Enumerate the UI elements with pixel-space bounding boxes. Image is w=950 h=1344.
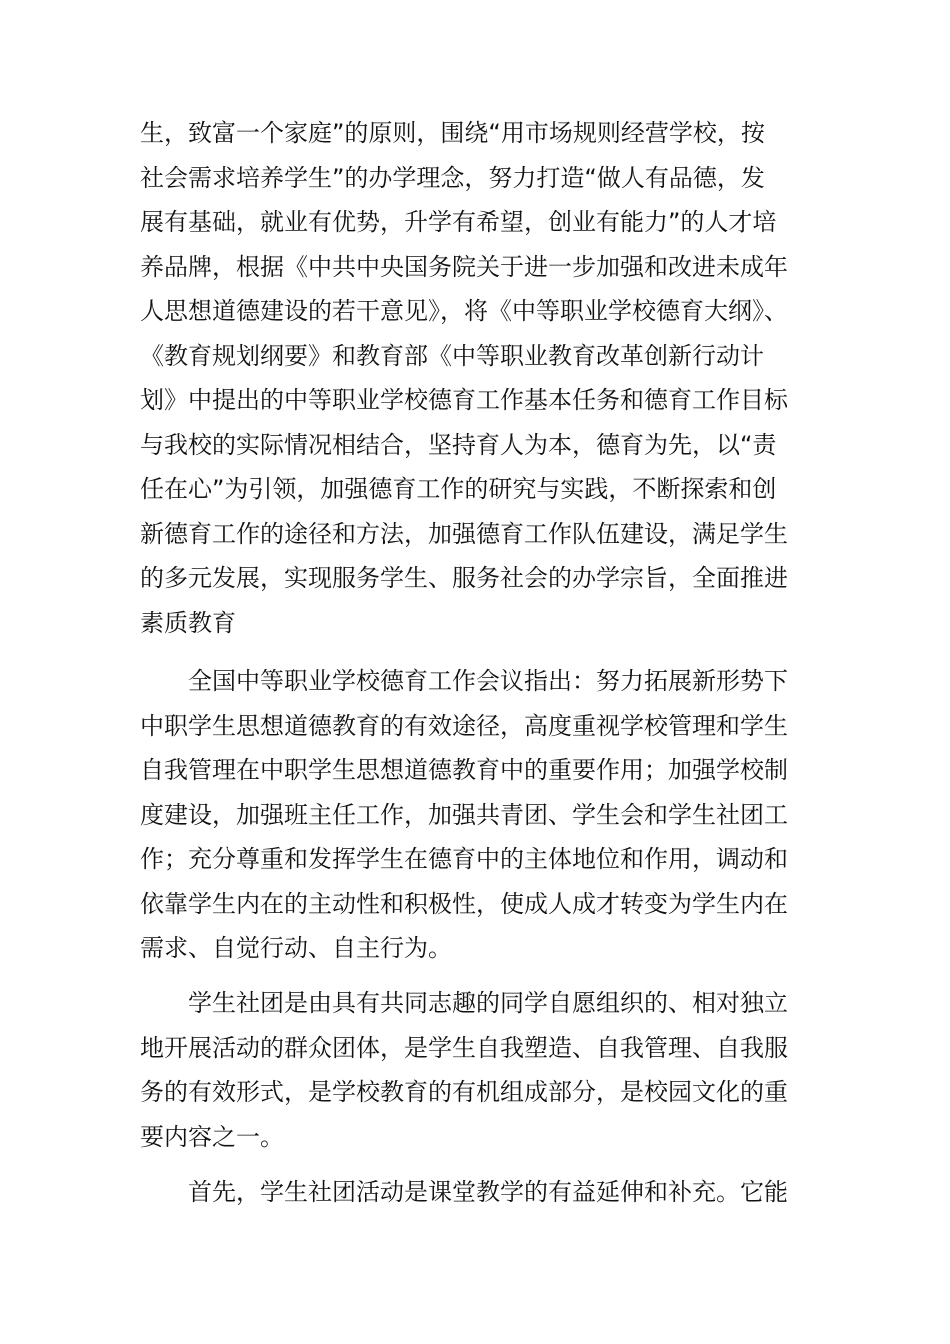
text-line: 人思想道德建设的若干意见》，将《中等职业学校德育大纲》、: [140, 297, 788, 325]
text-line: 作；充分尊重和发挥学生在德育中的主体地位和作用，调动和: [140, 845, 788, 873]
text-line: 生，致富一个家庭”的原则，围绕“用市场规则经营学校，按: [140, 119, 765, 147]
text-line: 自我管理在中职学生思想道德教育中的重要作用；加强学校制: [140, 756, 788, 784]
text-line: 首先，学生社团活动是课堂教学的有益延伸和补充。它能: [188, 1178, 788, 1206]
text-line: 需求、自觉行动、自主行为。: [140, 934, 452, 962]
paragraph-1: [140, 111, 812, 645]
text-line: 度建设，加强班主任工作，加强共青团、学生会和学生社团工: [140, 800, 788, 829]
paragraph-2: [140, 659, 812, 971]
text-line: 全国中等职业学校德育工作会议指出：努力拓展新形势下: [188, 667, 788, 695]
text-line: 学生社团是由具有共同志趣的同学自愿组织的、相对独立: [188, 989, 788, 1017]
text-line: 新德育工作的途径和方法，加强德育工作队伍建设，满足学生: [140, 519, 788, 548]
text-line: 务的有效形式，是学校教育的有机组成部分，是校园文化的重: [140, 1078, 788, 1106]
text-line: 社会需求培养学生”的办学理念，努力打造“做人有品德，发: [140, 163, 765, 192]
text-line: 划》中提出的中等职业学校德育工作基本任务和德育工作目标: [140, 386, 788, 414]
text-line: 素质教育: [140, 608, 236, 637]
text-line: 依靠学生内在的主动性和积极性，使成人成才转变为学生内在: [140, 889, 788, 918]
text-line: 与我校的实际情况相结合，坚持育人为本，德育为先，以“责: [140, 430, 777, 459]
text-line: 中职学生思想道德教育的有效途径，高度重视学校管理和学生: [140, 711, 788, 740]
paragraph-4: [140, 1170, 812, 1215]
text-line: 的多元发展，实现服务学生、服务社会的办学宗旨，全面推进: [140, 564, 788, 592]
text-line: 要内容之一。: [140, 1122, 284, 1151]
paragraph-3: [140, 981, 812, 1159]
text-line: 展有基础，就业有优势，升学有希望，创业有能力”的人才培: [140, 208, 777, 236]
text-line: 地开展活动的群众团体，是学生自我塑造、自我管理、自我服: [140, 1033, 788, 1062]
text-line: 《教育规划纲要》和教育部《中等职业教育改革创新行动计: [140, 341, 764, 370]
text-line: 任在心”为引领，加强德育工作的研究与实践，不断探索和创: [140, 475, 777, 503]
text-line: 养品牌，根据《中共中央国务院关于进一步加强和改进未成年: [140, 252, 788, 281]
